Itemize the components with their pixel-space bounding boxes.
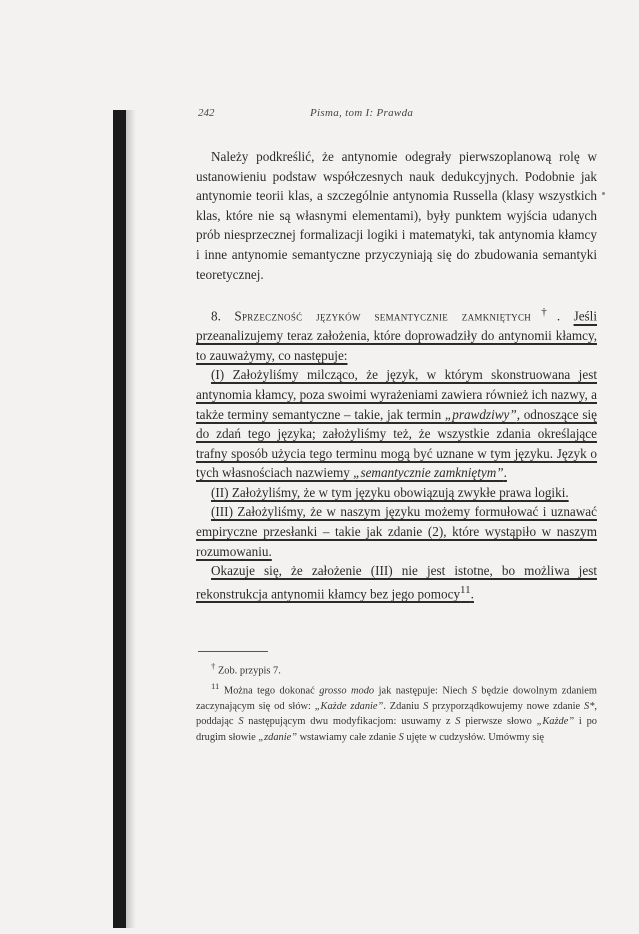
fn-symbol: S (398, 731, 404, 743)
main-text (196, 147, 597, 604)
fn-text: następującym dwu modyfikacjom: usuwamy z (243, 716, 456, 728)
footnote-dagger-marker: † (211, 661, 216, 671)
book-spine-shadow (113, 110, 126, 928)
assumption-III: (III) Założyliśmy, że w naszym języku możemy formułować i uznawać empiryczne przesłanki – takie jak zdanie (2), które wystąpiło w naszym rozumowaniu. (196, 504, 597, 559)
term-prawdziwy: „prawdziwy” (444, 406, 517, 422)
conclusion-text: Okazuje się, że założenie (III) nie jest istotne, bo możliwa jest rekonstrukcja antynomii kłamcy bez jego pomocy (196, 563, 597, 602)
fn-italic: „Każde zdanie” (314, 700, 384, 712)
section-heading-marker: † (531, 306, 557, 319)
fn-text: przyporządkowujemy nowe zdanie (428, 700, 585, 712)
fn-text: będzie dowolnym zdaniem zaczynającym się od słów: (196, 685, 597, 712)
fn-symbol: S (238, 716, 244, 728)
footnote-11-marker: 11 (211, 680, 220, 691)
fn-symbol: S (471, 685, 477, 697)
fn-text: jak następuje: Niech (374, 685, 472, 697)
assumption-I-end: . (503, 465, 507, 481)
running-head: Pisma, tom I: Prawda (310, 107, 414, 119)
fn-symbol: S* (584, 700, 595, 712)
fn-text: ujęte w cudzysłów. Umówmy się (403, 731, 544, 743)
footnote-11 (196, 679, 597, 745)
footnote-divider (198, 651, 268, 652)
paragraph-antynomie: Należy podkreślić, że antynomie odegrały pierwszoplanową rolę w ustanowieniu podstaw współczesnych nauk dedukcyjnych. Podobnie jak antynomie teorii klas, a szczególnie antynomia Russella (klasy wszystkich klas, które nie są własnymi elementami), były punktem wyjścia udanych prób niesprzecznej formalizacji logiki i matematyki, tak antynomia kłamcy i inne antynomie semantyczne przyczyniają się do zbudowania semantyki teoretycznej. (196, 149, 597, 282)
conclusion-paragraph (196, 561, 597, 604)
fn-italic: „Każde” (536, 716, 575, 728)
fn-text: pierwsze słowo (460, 716, 537, 728)
section-heading: Sprzeczność języków semantycznie zamkniętych (234, 308, 532, 324)
fn-text: Można tego dokonać (223, 685, 320, 697)
section-number: 8. (211, 308, 221, 324)
fn-italic: „zdanie” (258, 731, 298, 743)
footnote-dagger-text: Zob. przypis 7. (217, 665, 281, 677)
fn-italic: grosso modo (319, 685, 375, 697)
fn-symbol: S (455, 716, 461, 728)
assumption-I-text-a: (I) Założyliśmy milcząco, że język, w którym skonstruowana jest antynomia kłamcy, poza swoimi wyrażeniami zawiera również ich nazwy, a także terminy semantyczne – takie, jak termin (196, 367, 597, 422)
fn-symbol: S (423, 700, 429, 712)
conclusion-end: . (470, 586, 474, 602)
fn-text: i po drugim słowie (196, 716, 597, 743)
assumption-I-text-b: , odnoszące się do zdań tego języka; założyliśmy też, że wszystkie zdania określające trafny sposób użycia tego terminu mogą być uznane w tym języku. Język o tych własnościach nazwiemy (196, 406, 597, 481)
margin-speck (602, 192, 605, 195)
assumption-I (196, 365, 597, 483)
footnote-dagger (196, 659, 597, 679)
assumption-II: (II) Założyliśmy, że w tym języku obowiązują zwykłe prawa logiki. (211, 484, 569, 500)
fn-text: . Zdaniu (383, 700, 424, 712)
footnote-ref-11: 11 (460, 583, 471, 596)
fn-text: wstawiamy całe zdanie (297, 731, 399, 743)
spine-gradient (126, 110, 136, 928)
paragraph-assumptions: Jeśli przeanalizujemy teraz założenia, które doprowadziły do antynomii kłamcy, to zauważymy, co następuje: (196, 308, 598, 363)
section-8 (196, 303, 597, 365)
page-number: 242 (198, 107, 215, 119)
term-semantycznie-zamkniety: „semantycznie zamkniętym” (353, 465, 504, 481)
section-heading-end: . (556, 308, 561, 324)
footnotes (196, 659, 597, 745)
fn-text: , poddając (196, 700, 598, 728)
page-header (198, 107, 598, 125)
